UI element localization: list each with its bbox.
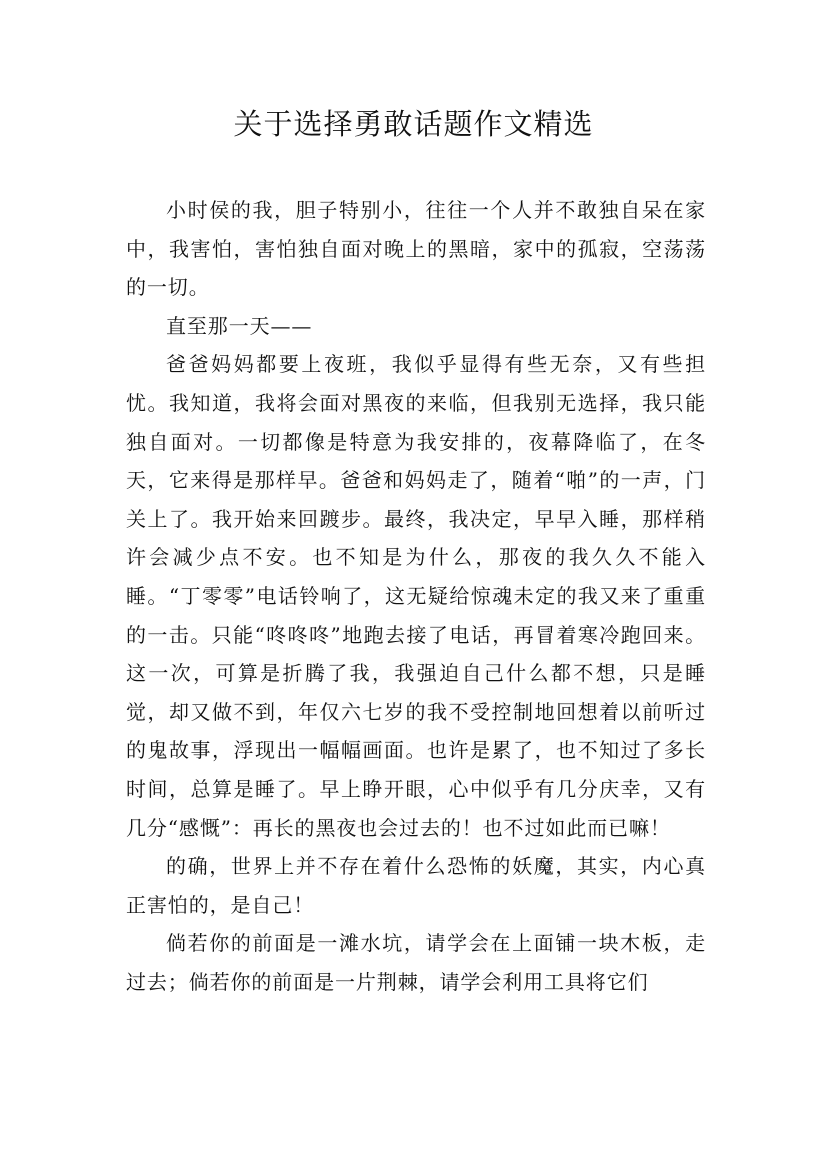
document-body bbox=[126, 191, 706, 1001]
paragraph: 爸爸妈妈都要上夜班，我似乎显得有些无奈，又有些担忧。我知道，我将会面对黑夜的来临，但我别无选择，我只能独自面对。一切都像是特意为我安排的，夜幕降临了，在冬天，它来得是那样早。爸爸和妈妈走了，随着“啪”的一声，门关上了。我开始来回踱步。最终，我决定，早早入睡，那样稍许会减少点不安。也不知是为什么，那夜的我久久不能入睡。“丁零零”电话铃响了，这无疑给惊魂未定的我又来了重重的一击。只能“咚咚咚”地跑去接了电话，再冒着寒冷跑回来。这一次，可算是折腾了我，我强迫自己什么都不想，只是睡觉，却又做不到，年仅六七岁的我不受控制地回想着以前听过的鬼故事，浮现出一幅幅画面。也许是累了，也不知过了多长时间，总算是睡了。早上睁开眼，心中似乎有几分庆幸，又有几分“感慨”：再长的黑夜也会过去的！也不过如此而已嘛！ bbox=[126, 352, 706, 840]
paragraph: 直至那一天—— bbox=[166, 313, 313, 338]
paragraph: 的确，世界上并不存在着什么恐怖的妖魔，其实，内心真正害怕的，是自己！ bbox=[126, 854, 706, 917]
paragraph: 倘若你的前面是一滩水坑，请学会在上面铺一块木板，走过去；倘若你的前面是一片荆棘，请学会利用工具将它们 bbox=[126, 931, 706, 994]
paragraph: 小时侯的我，胆子特别小，往往一个人并不敢独自呆在家中，我害怕，害怕独自面对晚上的黑暗，家中的孤寂，空荡荡的一切。 bbox=[126, 198, 706, 300]
document-title: 关于选择勇敢话题作文精选 bbox=[233, 107, 594, 141]
